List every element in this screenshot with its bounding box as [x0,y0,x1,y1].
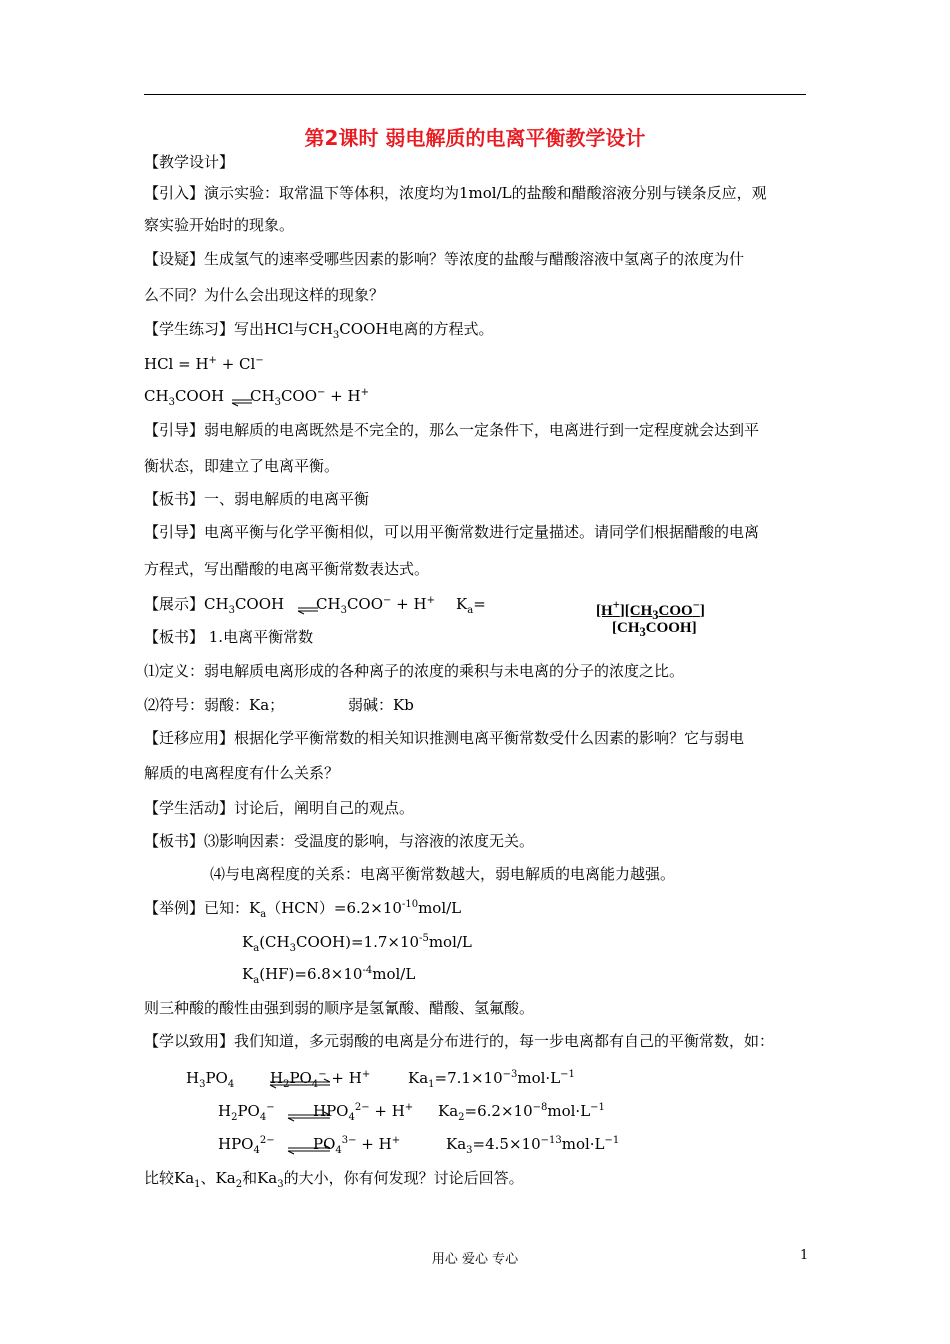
sub-4: 4 [259,1112,267,1123]
plus-h: + H [356,1135,392,1153]
sub-a: a [253,975,260,986]
line-guide-2: 衡状态，即建立了电离平衡。 [144,457,340,475]
equation-hcl [144,354,264,374]
cmp-d: 的大小，你有何发现？讨论后回答。 [283,1169,524,1187]
sup-minus: − [255,355,264,366]
cooh-text: COOH [234,595,285,613]
unit: mol·L [561,1135,605,1153]
sup-exp: -4 [362,965,373,976]
sup-plus: + [208,355,217,366]
sub-2: 2 [231,1112,238,1123]
exercise-text-b: COOH电离的方程式。 [339,320,494,338]
sup-plus: + [361,1069,371,1080]
fraction-denominator [612,620,697,640]
line-guide2-2: 方程式，写出醋酸的电离平衡常数表达式。 [144,560,430,578]
line-guide-1: 【引导】弱电解质的电离既然是不完全的，那么一定条件下，电离进行到一定程度就会达到平 [144,421,760,439]
den-b: COOH] [645,620,697,636]
cmp-a: 比较Ka [144,1169,195,1187]
ex2-d: mol/L [428,933,472,951]
sub-3: 3 [168,397,175,408]
line-board-4: ⑷与电离程度的关系：电离平衡常数越大，弱电解质的电离能力越强。 [210,865,676,883]
line-apply-knowledge: 【学以致用】我们知道，多元弱酸的电离是分布进行的，每一步电离都有自己的平衡常数，如： [144,1032,775,1050]
hpo-text: HPO [313,1102,349,1120]
num-d: ] [699,603,705,619]
sup-plus: + [612,598,620,612]
ex2-c: COOH)=1.7×10 [295,933,420,951]
coo-text: COO [346,595,384,613]
sub-3: 3 [466,1145,473,1156]
line-board-3: 【板书】⑶影响因素：受温度的影响，与溶液的浓度无关。 [144,832,535,850]
header-rule [144,94,806,95]
sup-exp: −8 [532,1102,548,1113]
phos-step2-product [313,1101,413,1121]
k-text: K [242,933,254,951]
po-text: PO [313,1135,336,1153]
equation-acetic-reactant [144,386,224,406]
ka-val: =6.2×10 [464,1102,533,1120]
sup-minus: − [692,598,700,612]
show-product [316,594,435,614]
sub-3: 3 [274,397,281,408]
line-guide2-1: 【引导】电离平衡与化学平衡相似，可以用平衡常数进行定量描述。请同学们根据醋酸的电离 [144,523,760,541]
ch-text: CH [250,387,275,405]
ex3-c: mol/L [372,965,416,983]
ex2-b: (CH [259,933,290,951]
ka-label [456,594,486,614]
sub-2: 2 [458,1112,465,1123]
line-compare [144,1168,524,1188]
sub-3: 3 [277,1179,284,1190]
sub-4: 4 [335,1145,342,1156]
sub-3: 3 [289,943,296,954]
ex3-b: (HF)=6.8×10 [259,965,363,983]
h-text: H [270,1069,284,1087]
line-intro-1: 【引入】演示实验：取常温下等体积，浓度均为1mol/L的盐酸和醋酸溶液分别与镁条反应，观 [144,184,767,202]
sub-4: 4 [348,1112,355,1123]
ch-text: CH [316,595,341,613]
line-apply-2: 解质的电离程度有什么关系？ [144,764,340,782]
line-board-1: 【板书】一、弱电解质的电离平衡 [144,490,370,508]
line-apply-1: 【迁移应用】根据化学平衡常数的相关知识推测电离平衡常数受什么因素的影响？它与弱电 [144,729,745,747]
sub-2: 2 [235,1179,243,1190]
ka-val: =7.1×10 [434,1069,503,1087]
page-footer: 用心 爱心 专心 [431,1252,519,1267]
sup-plus: + [404,1102,414,1113]
sub-a: a [260,909,267,920]
sup-exp: −1 [590,1102,605,1113]
coo-text: COO [280,387,318,405]
cooh-text: COOH [174,387,225,405]
sup-minus: − [383,595,392,606]
cmp-b: 、Ka [200,1169,236,1187]
hcl-mid: + Cl [216,355,256,373]
sup-exp: -5 [419,933,429,944]
sub-3: 3 [639,625,646,639]
line-example-hcn [144,898,461,918]
cmp-c: 和Ka [242,1169,278,1187]
unit: mol·L [547,1102,591,1120]
ka-text: Ka [408,1069,429,1087]
sup-exp: −3 [502,1069,518,1080]
page-number: 1 [800,1248,809,1263]
line-show [144,594,284,614]
phos-step3-reactant [218,1134,275,1154]
po-text: PO [289,1069,312,1087]
ka2-value [438,1101,605,1121]
sup-plus: + [360,387,369,398]
plus-h: + H [369,1102,405,1120]
phos-step2-reactant [218,1101,275,1121]
equation-acetic-product [250,386,369,406]
phos-step1-product [270,1068,370,1088]
sub-4: 4 [253,1145,260,1156]
phos-step1-reactant [186,1068,234,1088]
equilibrium-arrow-icon [298,594,318,614]
exercise-text-a: 【学生练习】写出HCl与CH [144,320,333,338]
sub-2: 2 [283,1079,290,1090]
line-definition: ⑴定义：弱电解质电离形成的各种离子的浓度的乘积与未电离的分子的浓度之比。 [144,662,685,680]
ka-text: Ka [438,1102,459,1120]
plus-h: + H [391,595,427,613]
num-b: ][CH [619,603,653,619]
sup-exp: −1 [560,1069,575,1080]
sup-exp: −1 [604,1135,620,1146]
sub-a: a [467,605,474,616]
show-label: 【展示】CH [144,595,229,613]
line-activity: 【学生活动】讨论后，阐明自己的观点。 [144,799,415,817]
line-symbol-acid: ⑵符号：弱酸：Ka； [144,696,285,714]
sup-exp: -10 [401,899,419,910]
line-conclusion: 则三种酸的酸性由强到弱的顺序是氢氰酸、醋酸、氢氟酸。 [144,999,535,1017]
sub-a: a [253,943,260,954]
phos-step3-product [313,1134,400,1154]
po-text: PO [205,1069,228,1087]
den-a: [CH [612,620,640,636]
line-question-2: 么不同？为什么会出现这样的现象？ [144,286,385,304]
line-board-2: 【板书】 1.电离平衡常数 [144,628,314,646]
line-intro-2: 察实验开始时的现象。 [144,216,295,234]
sup-exp: −13 [540,1135,562,1146]
hpo-text: HPO [218,1135,254,1153]
plus-h: + H [326,1069,362,1087]
sup-charge: 2− [259,1135,275,1146]
sub-3: 3 [228,605,235,616]
hcl-text: HCl = H [144,355,209,373]
ex-a: 【举例】已知：K [144,899,261,917]
ex-b: （HCN）=6.2×10 [266,899,402,917]
plus-h: + H [325,387,361,405]
ka-text: Ka [446,1135,467,1153]
page-title: 第2课时 弱电解质的电离平衡教学设计 [304,126,646,150]
sup-minus: − [317,387,326,398]
ex-c: mol/L [418,899,462,917]
sub-1: 1 [428,1079,435,1090]
sup-minus: − [318,1069,327,1080]
eq-text: = [473,595,486,613]
ka3-value [446,1134,619,1154]
sub-3: 3 [340,605,347,616]
line-example-hf [242,964,415,984]
sub-1: 1 [194,1179,201,1190]
sub-4: 4 [311,1079,319,1090]
k-text: K [242,965,254,983]
ka1-value [408,1068,575,1088]
sup-charge: 3− [341,1135,357,1146]
sub-3: 3 [652,608,659,622]
h-text: H [186,1069,200,1087]
unit: mol·L [517,1069,561,1087]
ch-text: CH [144,387,169,405]
sup-plus: + [426,595,435,606]
num-c: COO [658,603,693,619]
h-text: H [218,1102,232,1120]
k-text: K [456,595,468,613]
line-example-acetic [242,932,472,952]
sub-4: 4 [227,1079,235,1090]
po-text: PO [237,1102,260,1120]
sup-charge: 2− [354,1102,370,1113]
ka-val: =4.5×10 [472,1135,541,1153]
line-exercise [144,319,493,339]
sup-minus: − [266,1102,275,1113]
sub-3: 3 [199,1079,206,1090]
sub-3: 3 [332,330,340,341]
line-question-1: 【设疑】生成氢气的速率受哪些因素的影响？等浓度的盐酸与醋酸溶液中氢离子的浓度为什 [144,250,745,268]
line-symbol-base: 弱碱：Kb [348,696,414,714]
line-design-heading: 【教学设计】 [144,153,235,171]
num-a: [H [596,603,613,619]
sup-plus: + [391,1135,401,1146]
equilibrium-arrow-icon [232,386,252,406]
